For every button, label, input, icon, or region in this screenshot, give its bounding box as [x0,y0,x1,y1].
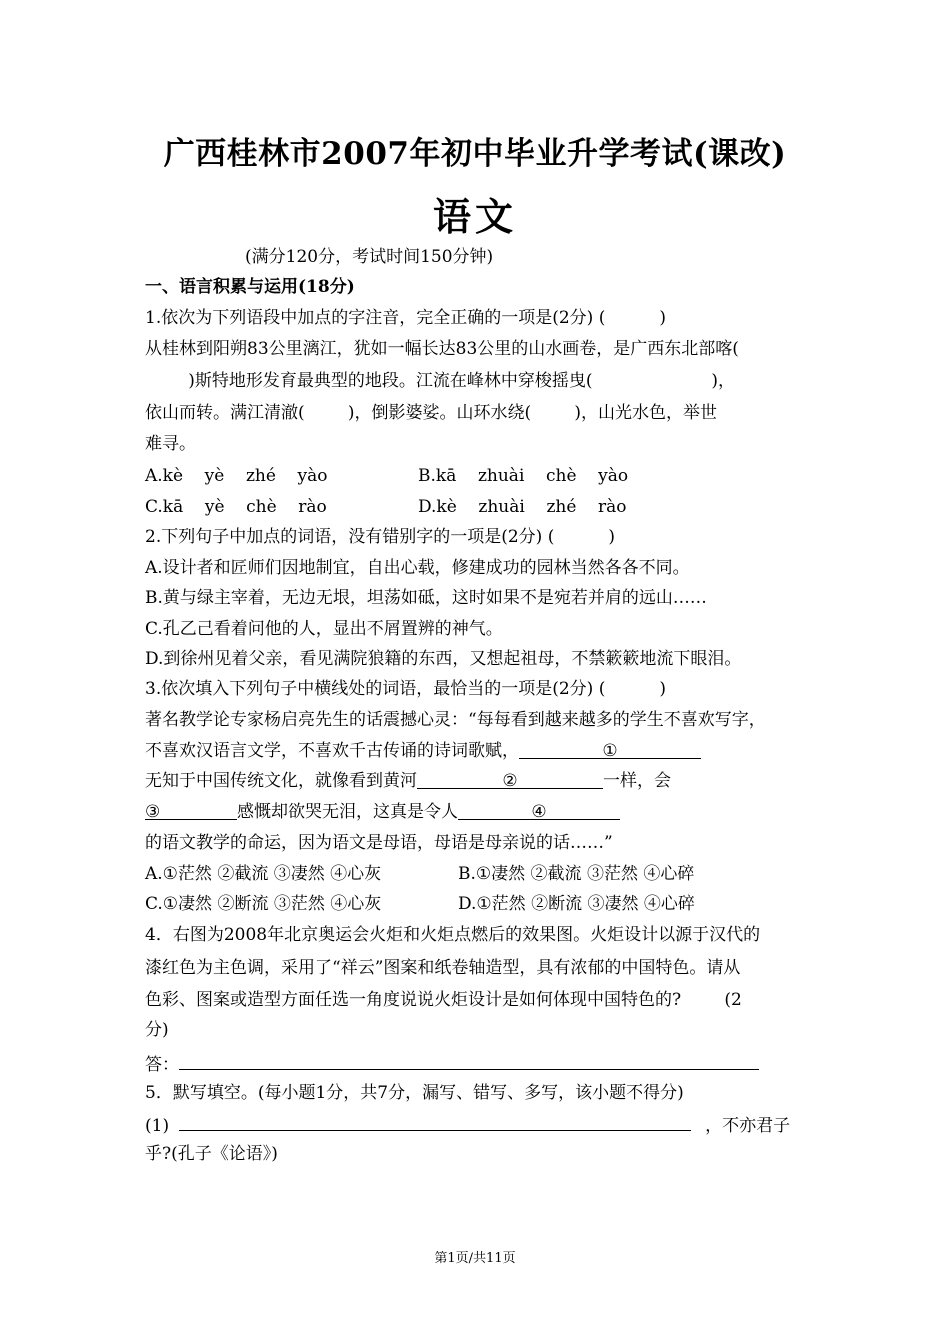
blank-1[interactable]: ① [519,740,701,759]
q3-option-d: D.①茫然 ②断流 ③凄然 ④心碎 [458,894,695,914]
blank-3[interactable]: ③ [145,801,237,820]
q1-option-d: D.kè zhuài zhé rào [418,497,627,517]
q4-text-line: 漆红色为主色调，采用了“祥云”图案和纸卷轴造型，具有浓郁的中国特色。请从 [145,958,741,978]
q2-option-c: C.孔乙己看着问他的人，显出不屑置辨的神气。 [145,619,503,639]
q5-item-1-cont: 乎?(孔子《论语》) [145,1144,278,1164]
q3-stem: 3.依次填入下列句子中横线处的词语，最恰当的一项是(2分) ( ) [145,679,667,699]
q3-passage-line: 不喜欢汉语言文学，不喜欢千古传诵的诗词歌赋， ① [145,740,701,762]
q2-stem: 2.下列句子中加点的词语，没有错别字的一项是(2分) ( ) [145,527,616,547]
q3-passage-line: ③ 感慨却欲哭无泪，这真是令人 ④ [145,801,620,823]
q1-option-c: C.kā yè chè rào [145,497,327,517]
q1-passage-line: 从桂林到阳朔83公里漓江，犹如一幅长达83公里的山水画卷，是广西东北部喀( [145,339,739,359]
answer-blank[interactable] [179,1051,759,1070]
exam-info: (满分120分，考试时间150分钟) [245,247,494,267]
q3-passage-line: 著名教学论专家杨启亮先生的话震撼心灵：“每每看到越来越多的学生不喜欢写字， [145,710,766,730]
q2-option-a: A.设计者和匠师们因地制宜，自出心载，修建成功的园林当然各各不同。 [145,558,690,578]
q3-option-a: A.①茫然 ②截流 ③凄然 ④心灰 [145,864,382,884]
q4-text-line: 分) [145,1020,169,1040]
q5-item-1: (1) ，不亦君子 [145,1112,790,1134]
q2-option-b: B.黄与绿主宰着，无边无垠，坦荡如砥，这时如果不是宛若并肩的远山…… [145,588,707,608]
exam-title: 广西桂林市2007年初中毕业升学考试(课改) [163,136,787,172]
q1-passage-line: 依山而转。满江清澈( )，倒影婆娑。山环水绕( )，山光水色，举世 [145,403,717,423]
page-number: 第1页/共11页 [434,1251,516,1266]
subject-title: 语文 [432,194,517,239]
q1-passage-line: )斯特地形发育最典型的地段。江流在峰林中穿梭摇曳( )， [145,371,736,391]
q3-passage-line: 无知于中国传统文化，就像看到黄河 ② 一样，会 [145,771,671,791]
q2-option-d: D.到徐州见着父亲，看见满院狼籍的东西，又想起祖母，不禁簌簌地流下眼泪。 [145,649,742,669]
q4-text-line: 色彩、图案或造型方面任选一角度说说火炬设计是如何体现中国特色的? (2 [145,990,742,1010]
q3-option-b: B.①凄然 ②截流 ③茫然 ④心碎 [458,864,695,884]
q1-passage-line: 难寻。 [145,434,196,454]
q1-stem: 1.依次为下列语段中加点的字注音，完全正确的一项是(2分) ( ) [145,308,667,328]
blank-2[interactable]: ② [417,770,603,789]
blank-4[interactable]: ④ [458,801,620,820]
dictation-blank-1[interactable] [179,1112,691,1131]
q3-option-c: C.①凄然 ②断流 ③茫然 ④心灰 [145,894,382,914]
q4-text-line: 4．右图为2008年北京奥运会火炬和火炬点燃后的效果图。火炬设计以源于汉代的 [145,925,761,945]
q5-stem: 5．默写填空。(每小题1分，共7分，漏写、错写、多写，该小题不得分) [145,1083,684,1103]
section-heading: 一、语言积累与运用(18分) [145,277,355,297]
q4-answer-line: 答： [145,1051,759,1073]
q1-option-a: A.kè yè zhé yào [145,466,328,486]
q1-option-b: B.kā zhuài chè yào [418,466,629,486]
q3-passage-line: 的语文教学的命运，因为语文是母语，母语是母亲说的话……” [145,833,613,853]
